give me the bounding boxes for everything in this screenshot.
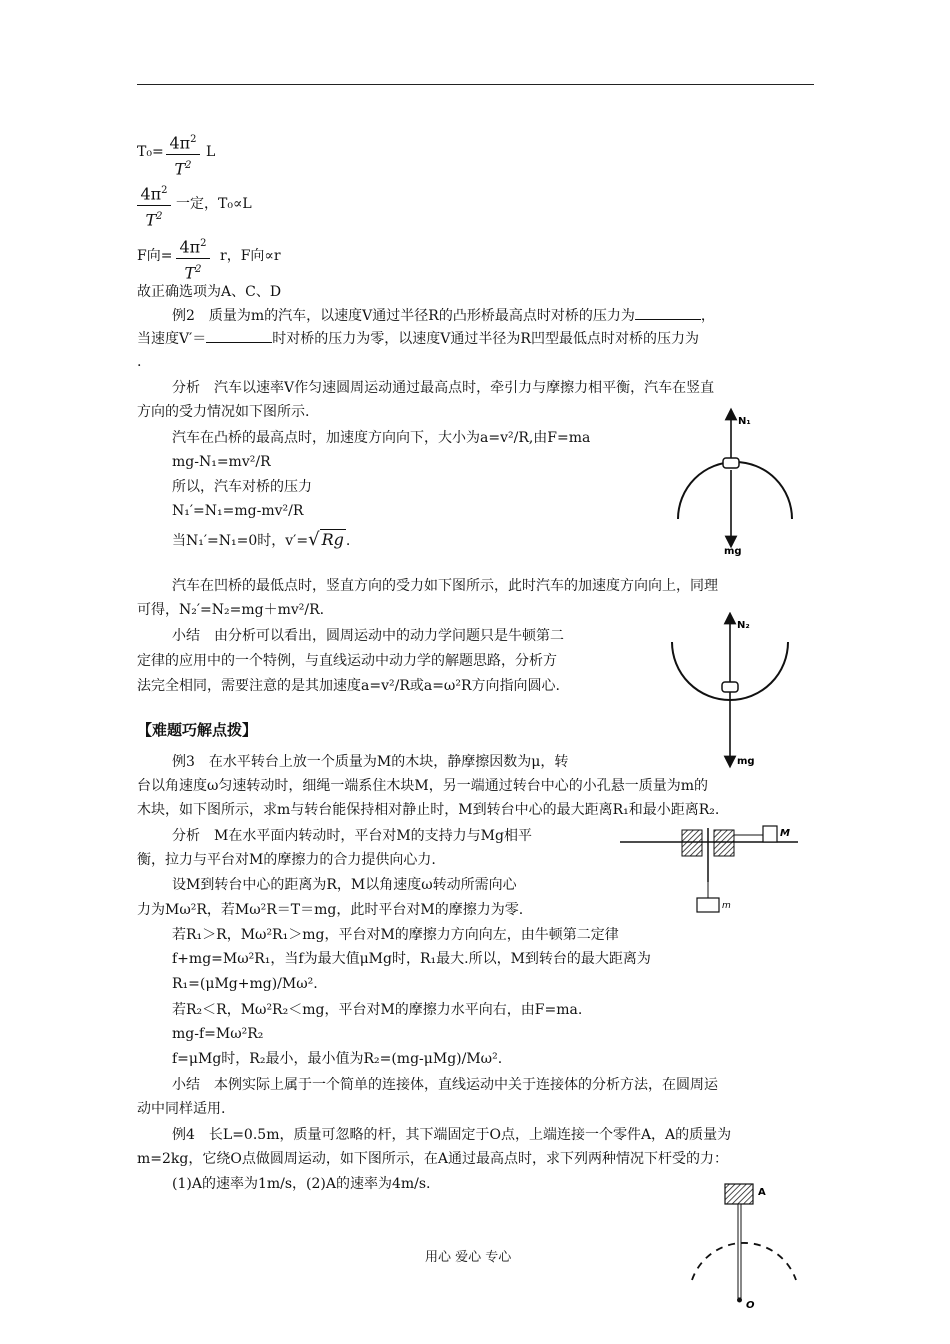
turntable-support-right [714, 830, 734, 856]
analysis-line-4: mg-N₁=mv²/R [172, 454, 271, 470]
sqrt-symbol: √ [308, 529, 320, 550]
example-3-analysis-8: 若R₂＜R，Mω²R₂＜mg，平台对M的摩擦力水平向右，由F=ma. [172, 1002, 583, 1018]
example-3-analysis-5: 若R₁＞R，Mω²R₁＞mg，平台对M的摩擦力方向向左，由牛顿第二定律 [172, 927, 619, 943]
rod [738, 1204, 741, 1298]
formula-1-rhs: L [206, 144, 216, 160]
analysis-line-7: 当N₁′=N₁=0时，v′=√ Rg . [172, 529, 351, 550]
bridge-arc [678, 462, 792, 519]
formula-3-lhs: F向= [137, 248, 173, 264]
analysis-line-8: 汽车在凹桥的最低点时，竖直方向的受力如下图所示，此时汽车的加速度方向向上，同理 [172, 578, 718, 594]
formula-3-fraction: $4\pi^2$ $T^2$ [176, 234, 210, 284]
car-icon [723, 458, 739, 468]
example-3-line-3: 木块，如下图所示，求m与转台能保持相对静止时，M到转台中心的最大距离R₁和最小距离R₂. [137, 802, 720, 818]
example-3-line-2: 台以角速度ω匀速转动时，细绳一端系住木块M，另一端通过转台中心的小孔悬一质量为m的 [137, 778, 709, 794]
part-a-block [725, 1184, 753, 1204]
fig1-label-bottom: mg [724, 546, 742, 557]
answer-line: 故正确选项为A、C、D [137, 284, 282, 300]
page-footer: 用心 爱心 专心 [425, 1250, 512, 1265]
fig2-label-top: N₂ [737, 620, 750, 631]
example-2-line-1: 例2 质量为m的汽车，以速度V通过半径R的凸形桥最高点时对桥的压力为 ， [172, 305, 715, 326]
section-heading: 【难题巧解点拨】 [137, 721, 258, 739]
turntable-support-left [682, 830, 702, 856]
fig3-label-big: M [780, 828, 790, 839]
fig1-label-top: N₁ [738, 416, 751, 427]
block-small-m [697, 898, 719, 912]
header-rule [137, 84, 814, 85]
car-icon [722, 682, 738, 692]
formula-1-fraction: $4\pi^2$ $T^2$ [166, 130, 200, 180]
formula-2-fraction: $4\pi^2$ $T^2$ [137, 181, 171, 231]
example-3-analysis-1: 分析 M在水平面内转动时，平台对M的支持力与Mg相平 [172, 828, 532, 844]
summary-line-1: 小结 由分析可以看出，圆周运动中的动力学问题只是牛顿第二 [172, 628, 564, 644]
convex-bridge-figure [668, 404, 798, 559]
example-2-line-3: . [137, 354, 142, 370]
fig3-label-small: m [722, 901, 731, 911]
formula-1-lhs: T₀= [137, 144, 164, 160]
blank-2 [206, 328, 272, 343]
example-3-analysis-4: 力为Mω²R，若Mω²R＝T＝mg，此时平台对M的摩擦力为零. [137, 902, 524, 918]
concave-bridge-figure [668, 612, 798, 770]
example-4-line-1: 例4 长L=0.5m，质量可忽略的杆，其下端固定于O点，上端连接一个零件A，A的质量为 [172, 1127, 732, 1143]
rod-circle-figure [682, 1180, 808, 1310]
block-big-m [763, 826, 777, 842]
example-3-analysis-10: f=μMg时，R₂最小，最小值为R₂=(mg-μMg)/Mω². [172, 1051, 503, 1067]
example-3-summary-2: 动中同样适用. [137, 1101, 226, 1117]
example-4-line-2: m=2kg，它绕O点做圆周运动，如下图所示，在A通过最高点时，求下列两种情况下杆受的力： [137, 1151, 728, 1167]
example-3-analysis-3: 设M到转台中心的距离为R，M以角速度ω转动所需向心 [172, 877, 517, 893]
analysis-line-5: 所以，汽车对桥的压力 [172, 479, 312, 495]
circular-path [692, 1243, 796, 1280]
analysis-line-1: 分析 汽车以速率V作匀速圆周运动通过最高点时，牵引力与摩擦力相平衡，汽车在竖直 [172, 380, 715, 396]
blank-1 [635, 305, 701, 320]
example-3-analysis-6: f+mg=Mω²R₁，当f为最大值μMg时，R₁最大.所以，M到转台的最大距离为 [172, 951, 651, 967]
example-3-analysis-7: R₁=(μMg+mg)/Mω². [172, 976, 318, 992]
fig4-label-a: A [758, 1187, 766, 1198]
example-3-analysis-9: mg-f=Mω²R₂ [172, 1026, 264, 1042]
example-3-analysis-2: 衡，拉力与平台对M的摩擦力的合力提供向心力. [137, 852, 436, 868]
analysis-line-6: N₁′=N₁=mg-mv²/R [172, 503, 304, 519]
fig4-label-o: O [746, 1300, 755, 1310]
example-3-line-1: 例3 在水平转台上放一个质量为M的木块，静摩擦因数为μ，转 [172, 754, 569, 770]
example-3-summary-1: 小结 本例实际上属于一个简单的连接体，直线运动中关于连接体的分析方法，在圆周运 [172, 1077, 718, 1093]
example-4-line-3: (1)A的速率为1m/s，(2)A的速率为4m/s. [172, 1176, 431, 1192]
analysis-line-2: 方向的受力情况如下图所示. [137, 404, 310, 420]
pivot-point [737, 1298, 742, 1303]
formula-3-rhs: r，F向∝r [220, 248, 281, 264]
summary-line-2: 定律的应用中的一个特例，与直线运动中动力学的解题思路，分析方 [137, 653, 557, 669]
analysis-line-9: 可得，N₂′=N₂=mg＋mv²/R. [137, 602, 325, 618]
fig2-label-bottom: mg [737, 756, 755, 767]
turntable-figure [618, 820, 800, 915]
analysis-line-3: 汽车在凸桥的最高点时，加速度方向向下，大小为a=v²/R,由F=ma [172, 430, 591, 446]
summary-line-3: 法完全相同，需要注意的是其加速度a=v²/R或a=ω²R方向指向圆心. [137, 678, 560, 694]
formula-2-rhs: 一定，T₀∝L [176, 196, 252, 212]
example-2-line-2: 当速度V′＝ 时对桥的压力为零，以速度V通过半径为R凹型最低点时对桥的压力为 [137, 328, 699, 349]
